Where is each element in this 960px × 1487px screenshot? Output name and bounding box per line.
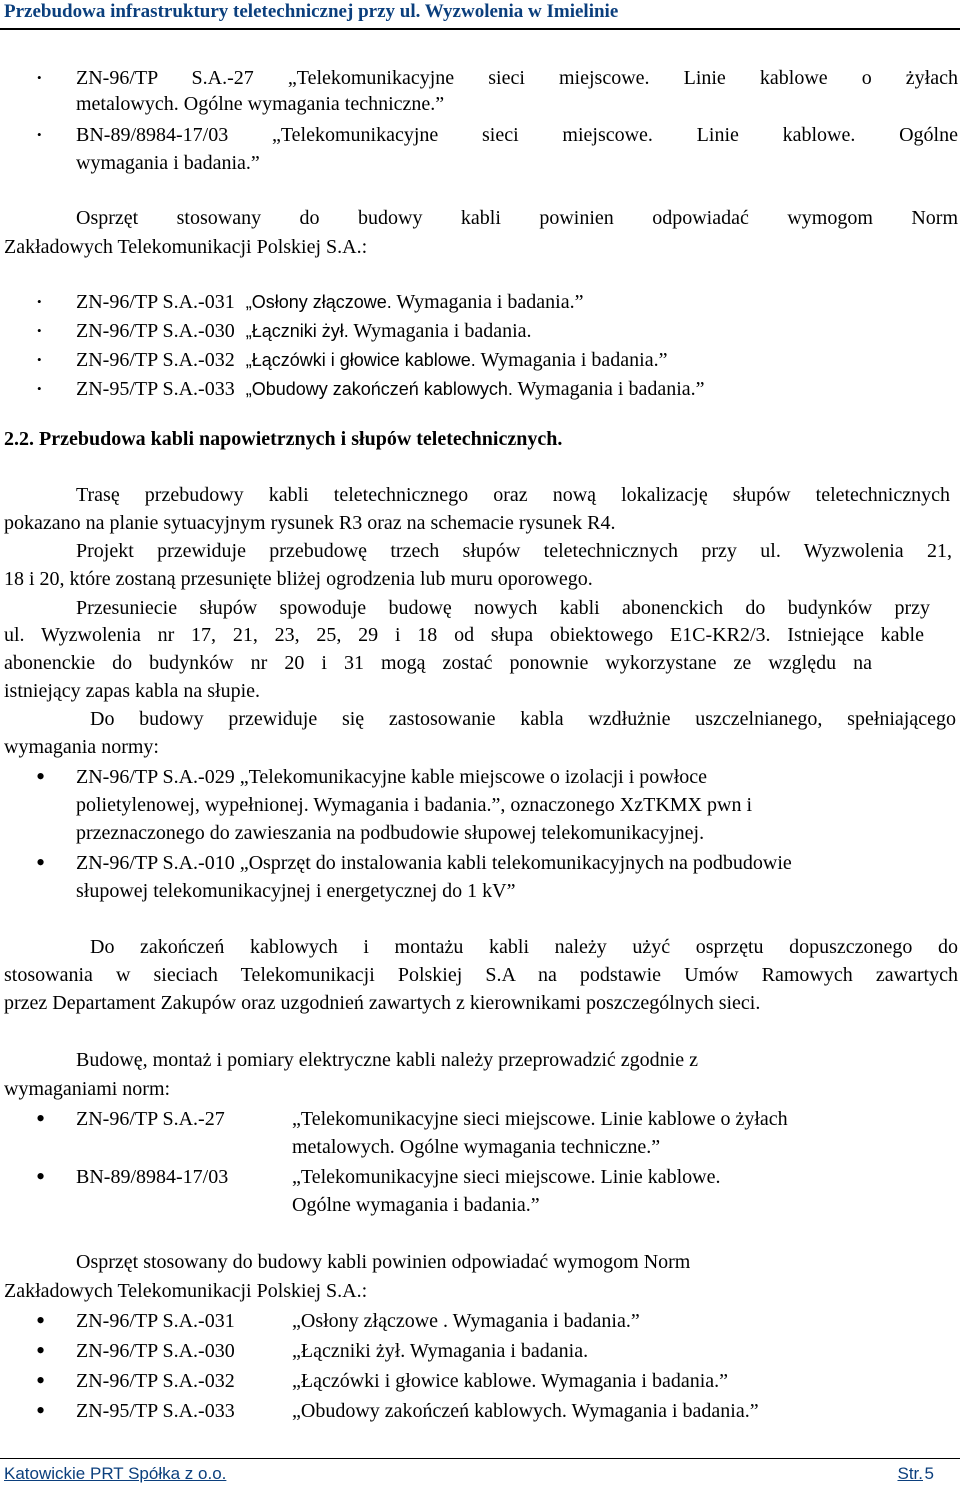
bullet-icon: •: [36, 1336, 46, 1365]
bullet-icon: •: [36, 848, 46, 877]
paragraph-line: Projekt przewiduje przebudowę trzech słupów teletechnicznych przy ul. Wyzwolenia 21,: [76, 540, 952, 562]
norm-tail: Wymagania i badania.”: [517, 378, 705, 400]
norm-description: „Łączówki i głowice kablowe. Wymagania i badania.”: [292, 1370, 729, 1392]
list-item-continuation: przeznaczonego do zawieszania na podbudowie słupowej telekomunikacyjnej.: [76, 822, 705, 844]
paragraph-line: pokazano na planie sytuacyjnym rysunek R3 oraz na schemacie rysunek R4.: [4, 512, 616, 534]
bullet-icon: •: [37, 352, 42, 367]
norm-description: „Łączniki żył. Wymagania i badania.: [292, 1340, 589, 1362]
list-item-continuation: polietylenowej, wypełnionej. Wymagania i badania.”, oznaczonego XzTKMX pwn i: [76, 794, 752, 816]
paragraph-line: Zakładowych Telekomunikacji Polskiej S.A.:: [4, 1280, 368, 1302]
norm-description: „Osłony złączowe . Wymagania i badania.”: [292, 1310, 640, 1332]
norm-tail: Wymagania i badania.”: [396, 291, 584, 313]
norm-description: „Łączniki żył.: [245, 321, 349, 341]
document-title: Przebudowa infrastruktury teletechnicznej przy ul. Wyzwolenia w Imielinie: [4, 1, 619, 22]
paragraph-line: Zakładowych Telekomunikacji Polskiej S.A.:: [4, 236, 368, 258]
section-heading: 2.2. Przebudowa kabli napowietrznych i słupów teletechnicznych.: [4, 428, 563, 450]
paragraph-line: Przesuniecie słupów spowoduje budowę nowych kabli abonenckich do budynków przy: [76, 597, 930, 619]
norm-description: „Obudowy zakończeń kablowych.: [245, 379, 513, 399]
page-number: 5: [924, 1464, 934, 1483]
list-item: [76, 290, 583, 314]
norm-code: ZN-96/TP S.A.-032: [76, 1370, 235, 1392]
paragraph-line: ul. Wyzwolenia nr 17, 21, 23, 25, 29 i 18 od słupa obiektowego E1C-KR2/3. Istniejące kable: [4, 624, 924, 646]
footer-divider: [0, 1458, 960, 1459]
norm-tail: Wymagania i badania.: [353, 320, 532, 342]
paragraph-line: abonenckie do budynków nr 20 i 31 mogą zostać ponownie wykorzystane ze względu na: [4, 652, 872, 674]
bullet-icon: •: [36, 1306, 46, 1335]
norm-description-continuation: metalowych. Ogólne wymagania techniczne.”: [292, 1136, 661, 1158]
norm-code: ZN-96/TP S.A.-27: [76, 1108, 225, 1130]
norm-code: ZN-95/TP S.A.-033: [76, 1400, 235, 1422]
list-item: ZN-96/TP S.A.-010 „Osprzęt do instalowania kabli telekomunikacyjnych na podbudowie: [76, 852, 792, 874]
norm-description: „Telekomunikacyjne sieci miejscowe. Linie kablowe.: [292, 1166, 721, 1188]
paragraph-line: Do zakończeń kablowych i montażu kabli należy użyć osprzętu dopuszczonego do: [90, 936, 958, 958]
list-item-continuation: wymagania i badania.”: [76, 152, 260, 174]
paragraph-line: istniejący zapas kabla na słupie.: [4, 680, 261, 702]
list-item: ZN-96/TP S.A.-27 „Telekomunikacyjne sieci miejscowe. Linie kablowe o żyłach: [76, 67, 958, 89]
norm-code: ZN-96/TP S.A.-031: [76, 291, 235, 313]
list-item: [76, 319, 532, 343]
bullet-icon: •: [36, 1366, 46, 1395]
paragraph-line: wymagania normy:: [4, 736, 159, 758]
bullet-icon: •: [36, 762, 46, 791]
list-item-continuation: słupowej telekomunikacyjnej i energetycznej do 1 kV”: [76, 880, 516, 902]
list-item-continuation: metalowych. Ogólne wymagania techniczne.”: [76, 93, 445, 115]
paragraph-line: przez Departament Zakupów oraz uzgodnień zawartych z kierownikami poszczególnych sieci.: [4, 992, 761, 1014]
norm-code: BN-89/8984-17/03: [76, 1166, 229, 1188]
list-item: BN-89/8984-17/03 „Telekomunikacyjne sieci miejscowe. Linie kablowe. Ogólne: [76, 124, 958, 146]
footer-page-link[interactable]: Str.: [897, 1464, 923, 1483]
norm-code: ZN-96/TP S.A.-030: [76, 320, 235, 342]
paragraph-line: Trasę przebudowy kabli teletechnicznego oraz nową lokalizację słupów teletechnicznych: [76, 484, 950, 506]
paragraph-line: wymaganiami norm:: [4, 1078, 171, 1100]
norm-code: ZN-96/TP S.A.-032: [76, 349, 235, 371]
page-header: [0, 0, 960, 30]
norm-code: ZN-96/TP S.A.-030: [76, 1340, 235, 1362]
bullet-icon: •: [36, 1396, 46, 1425]
norm-description: „Osłony złączowe.: [245, 292, 392, 312]
norm-description: „Obudowy zakończeń kablowych. Wymagania i badania.”: [292, 1400, 759, 1422]
paragraph-line: stosowania w sieciach Telekomunikacji Polskiej S.A na podstawie Umów Ramowych zawartych: [4, 964, 958, 986]
norm-tail: Wymagania i badania.”: [480, 349, 668, 371]
bullet-icon: •: [37, 323, 42, 338]
norm-description: „Telekomunikacyjne sieci miejscowe. Linie kablowe o żyłach: [292, 1108, 788, 1130]
paragraph-line: Budowę, montaż i pomiary elektryczne kabli należy przeprowadzić zgodnie z: [76, 1049, 698, 1071]
paragraph-line: Do budowy przewiduje się zastosowanie kabla wzdłużnie uszczelnianego, spełniającego: [90, 708, 956, 730]
norm-code: ZN-95/TP S.A.-033: [76, 378, 235, 400]
paragraph-line: Osprzęt stosowany do budowy kabli powinien odpowiadać wymogom Norm: [76, 207, 958, 229]
list-item: [76, 348, 668, 372]
norm-description-continuation: Ogólne wymagania i badania.”: [292, 1194, 540, 1216]
paragraph-line: Osprzęt stosowany do budowy kabli powinien odpowiadać wymogom Norm: [76, 1251, 691, 1273]
footer-company-link[interactable]: Katowickie PRT Spółka z o.o.: [4, 1464, 227, 1483]
paragraph-line: 18 i 20, które zostaną przesunięte bliżej ogrodzenia lub muru oporowego.: [4, 568, 593, 590]
norm-code: ZN-96/TP S.A.-031: [76, 1310, 235, 1332]
bullet-icon: •: [37, 381, 42, 396]
list-item: [76, 377, 705, 401]
list-item: ZN-96/TP S.A.-029 „Telekomunikacyjne kable miejscowe o izolacji i powłoce: [76, 766, 708, 788]
norm-description: „Łączówki i głowice kablowe.: [245, 350, 476, 370]
bullet-icon: •: [37, 294, 42, 309]
bullet-icon: •: [37, 70, 42, 85]
bullet-icon: •: [36, 1162, 46, 1191]
bullet-icon: •: [36, 1104, 46, 1133]
bullet-icon: •: [37, 127, 42, 142]
